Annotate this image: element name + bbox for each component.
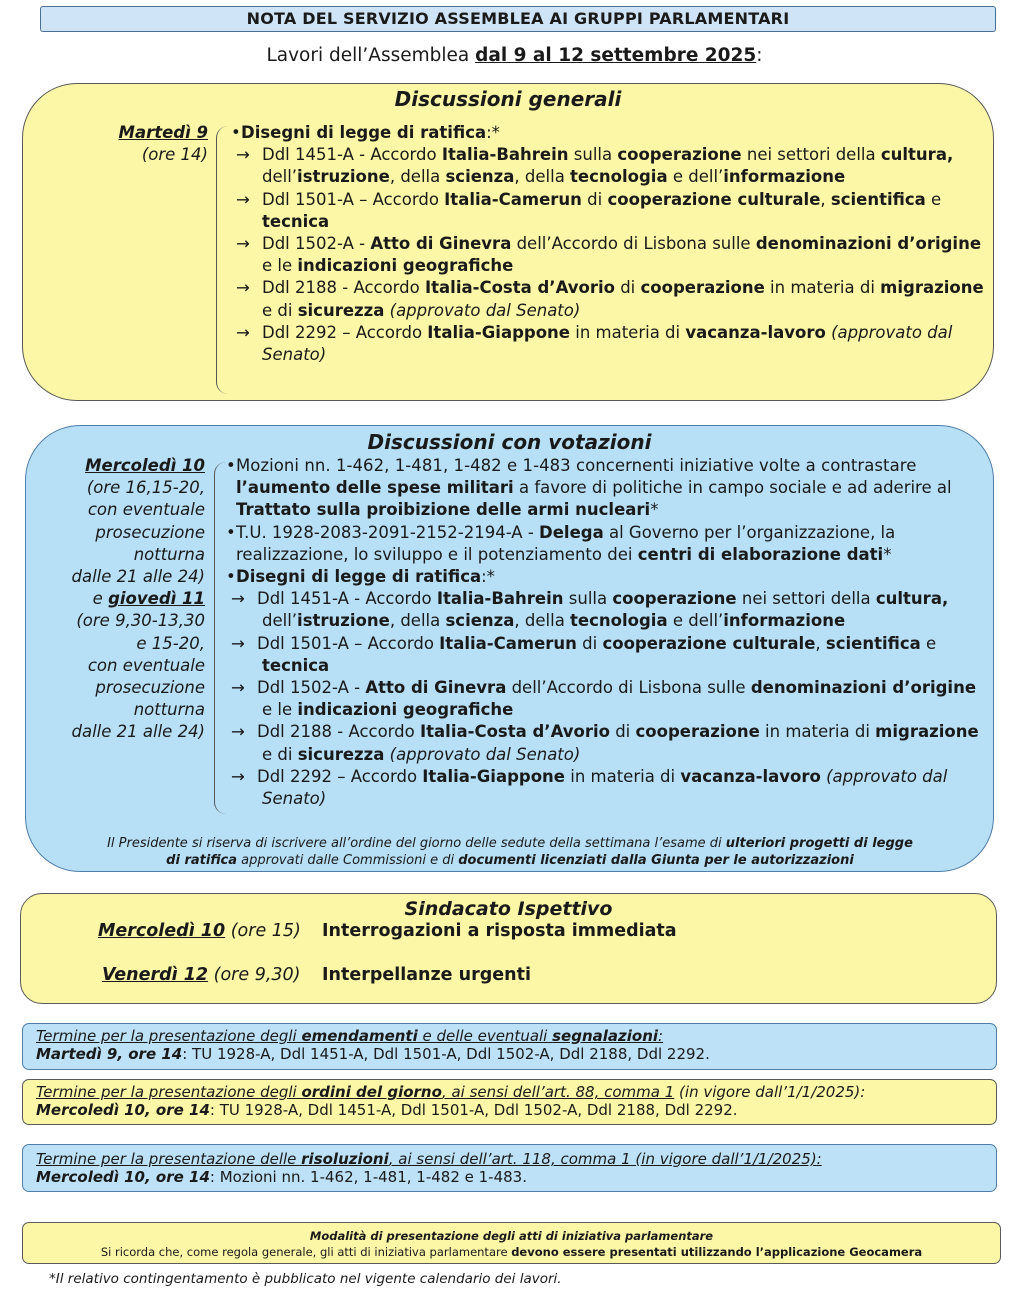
list-item: → Ddl 1501-A – Accordo Italia-Camerun di cooperazione culturale, scientifica e [231,189,976,211]
subheader [0,44,1029,68]
date-detail: notturna [133,544,205,564]
list-heading: •Disegni di legge di ratifica:* [226,566,972,588]
sindacato-date: Venerdì 12 [102,965,209,985]
sindacato-label: Interpellanze urgenti [322,965,531,985]
bullet-icon: • [231,123,241,142]
bullet-icon: • [226,522,236,542]
list-item: → Ddl 1451-A - Accordo Italia-Bahrein sulla cooperazione nei settori della cultura, [231,144,976,166]
date-mercoledi-10: Mercoledì 10 [85,456,205,475]
list-item-cont: Senato) [262,789,327,809]
date-detail: prosecuzione [95,522,205,542]
list-item: → Ddl 1501-A – Accordo Italia-Camerun di cooperazione culturale, scientifica e [226,633,972,655]
list-item-cont: Senato) [262,345,327,365]
header-title: NOTA DEL SERVIZIO ASSEMBLEA AI GRUPPI PARLAMENTARI [246,9,790,28]
date-detail: con eventuale [87,500,205,520]
date-detail: con eventuale [87,655,205,675]
arrow-right-icon: → [231,678,245,698]
list-item-cont: Trattato sulla proibizione delle armi nucleari* [236,500,659,520]
list-item-cont: dell’istruzione, della scienza, della tecnologia e dell’informazione [262,167,846,187]
bullet-icon: • [226,456,236,475]
list-item-cont: e di sicurezza (approvato dal Senato) [262,744,581,764]
list-item: → Ddl 1502-A - Atto di Ginevra dell’Accordo di Lisbona sulle denominazioni d’origine [231,233,976,255]
list-item-cont: tecnica [262,655,330,675]
list-discussioni-generali [231,122,984,366]
arrow-right-icon: → [231,589,245,609]
list-discussioni-votazioni [226,455,979,810]
sindacato-label: Interrogazioni a risposta immediata [322,921,677,941]
list-item-cont: realizzazione, lo sviluppo e il potenziamento dei centri di elaborazione dati* [236,544,892,564]
brace-discussioni-generali [216,126,229,394]
list-item-cont: e le indicazioni geografiche [262,256,514,276]
modalita-title: Modalità di presentazione degli atti di iniziativa parlamentare [309,1229,714,1243]
date-detail: notturna [133,700,205,720]
list-item: → Ddl 2188 - Accordo Italia-Costa d’Avorio di cooperazione in materia di migrazione [231,277,976,299]
time-ore-14: (ore 14) [141,145,208,165]
termine-emendamenti: Termine per la presentazione degli emendamenti e delle eventuali segnalazioni: Martedì 9, ore 14: TU 1928-A, Ddl 1451-A, Ddl 1501-A, Ddl 1502-A, Ddl 2188, Ddl 2292. [36,1027,710,1063]
subheader-prefix: Lavori dell’Assemblea [266,45,476,66]
arrow-right-icon: → [236,234,250,254]
list-heading: •Disegni di legge di ratifica:* [231,122,976,144]
date-detail: dalle 21 alle 24) [71,722,205,742]
list-item-cont: l’aumento delle spese militari a favore di politiche in campo sociale e ad aderire al [236,478,952,498]
sindacato-row: Venerdì 12 (ore 9,30) [102,965,301,985]
arrow-right-icon: → [231,633,245,653]
arrow-right-icon: → [236,145,250,165]
arrow-right-icon: → [231,766,245,786]
termine-ordini: Termine per la presentazione degli ordini del giorno, ai sensi dell’art. 88, comma 1 (in vigore dall’1/1/2025): Mercoledì 10, ore 14: TU 1928-A, Ddl 1451-A, Ddl 1501-A, Ddl 1502-A, Ddl 2188, Ddl 2292. [36,1083,866,1119]
list-item: → Ddl 2292 – Accordo Italia-Giappone in materia di vacanza-lavoro (approvato dal [226,766,972,788]
president-note: Il Presidente si riserva di iscrivere all’ordine del giorno delle sedute della settimana l’esame di ulteriori progetti di legge di ratifica approvati dalle Commissioni e di documenti licenziati dalla Giunta per le autorizzazioni [107,836,913,868]
list-item-tu: •T.U. 1928-2083-2091-2152-2194-A - Delega al Governo per l’organizzazione, la [226,522,972,544]
list-item: → Ddl 1502-A - Atto di Ginevra dell’Accordo di Lisbona sulle denominazioni d’origine [226,677,972,699]
date-detail: e 15-20, [136,633,205,653]
date-column-martedi [80,122,208,166]
subheader-dates: dal 9 al 12 settembre 2025 [475,45,757,66]
panel-title-sindacato: Sindacato Ispettivo [404,898,613,920]
arrow-right-icon: → [236,322,250,342]
list-item-cont: tecnica [262,211,330,231]
list-item: → Ddl 1451-A - Accordo Italia-Bahrein sulla cooperazione nei settori della cultura, [226,588,972,610]
date-giovedi-11: giovedì 11 [108,589,205,609]
document-header [40,6,996,32]
termine-risoluzioni: Termine per la presentazione delle risoluzioni, ai sensi dell’art. 118, comma 1 (in vigore dall’1/1/2025): Mercoledì 10, ore 14: Mozioni nn. 1-462, 1-481, 1-482 e 1-483. [36,1150,822,1186]
list-item-mozioni: •Mozioni nn. 1-462, 1-481, 1-482 e 1-483 concernenti iniziative volte a contrastare [226,455,972,477]
list-item-cont: e le indicazioni geografiche [262,700,514,720]
date-detail: dalle 21 alle 24) [71,567,205,587]
footnote: *Il relativo contingentamento è pubblicato nel vigente calendario dei lavori. [49,1271,562,1287]
date-column-mercoledi-giovedi [40,455,205,744]
list-item-cont: e di sicurezza (approvato dal Senato) [262,300,581,320]
date-detail: (ore 16,15-20, [86,478,205,498]
arrow-right-icon: → [236,278,250,298]
date-martedi-9: Martedì 9 [118,123,208,142]
date-giovedi-11-line: e giovedì 11 [92,589,205,609]
list-item-cont: dell’istruzione, della scienza, della tecnologia e dell’informazione [262,611,846,631]
panel-title-discussioni-votazioni: Discussioni con votazioni [367,430,652,454]
arrow-right-icon: → [231,722,245,742]
sindacato-row: Mercoledì 10 (ore 15) [98,921,301,941]
date-detail: (ore 9,30-13,30 [76,611,205,631]
bullet-icon: • [226,567,236,587]
date-detail: prosecuzione [95,678,205,698]
modalita-text: Modalità di presentazione degli atti di iniziativa parlamentare Si ricorda che, come regola generale, gli atti di iniziativa parlamentare devono essere presentati utilizzando l’applicazione Geocamera [22,1228,1001,1260]
subheader-suffix: : [756,45,763,66]
sindacato-date: Mercoledì 10 [98,921,226,941]
list-item: → Ddl 2292 – Accordo Italia-Giappone in materia di vacanza-lavoro (approvato dal [231,322,976,344]
arrow-right-icon: → [236,189,250,209]
list-item: → Ddl 2188 - Accordo Italia-Costa d’Avorio di cooperazione in materia di migrazione [226,721,972,743]
panel-title-discussioni-generali: Discussioni generali [394,87,622,111]
